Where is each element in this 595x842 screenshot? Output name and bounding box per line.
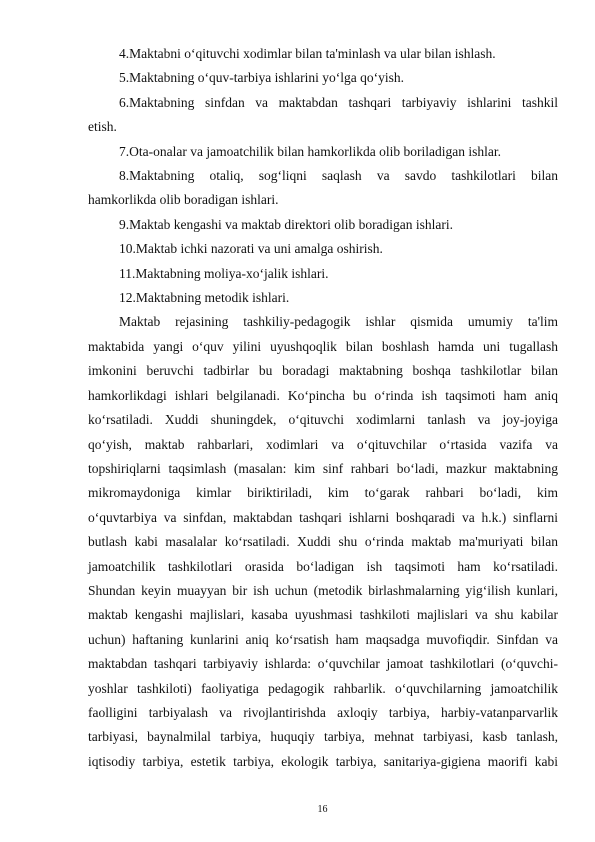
paragraph-line: iqtisodiy tarbiya, estetik tarbiya, ekologik tarbiya, sanitariya-gigiena maorifi kabi (88, 753, 558, 769)
paragraph-line: mikromaydoniga kimlar biriktiriladi, kim to‘garak rahbari bo‘ladi, kim (88, 485, 558, 501)
paragraph-line: maktab kengashi majlislari, kasaba uyushmasi tashkiloti majlislari va shu kabilar (88, 607, 558, 623)
list-item-line: hamkorlikda olib boradigan ishlari. (88, 192, 279, 208)
list-item-line: 5.Maktabning o‘quv-tarbiya ishlarini yo‘lga qo‘yish. (119, 70, 404, 86)
paragraph-line: Shundan keyin muayyan bir ish uchun (metodik birlashmalarning yig‘ilish kunlari, (88, 582, 558, 598)
list-item-line: 4.Maktabni o‘qituvchi xodimlar bilan ta'minlash va ular bilan ishlash. (119, 46, 496, 61)
document-page (88, 42, 558, 774)
paragraph-line: maktabdan tashqari tarbiyaviy ishlarda: o‘quvchilar jamoat tashkilotlari (o‘quvchi- (88, 656, 558, 672)
paragraph-line: tarbiyasi, baynalmilal tarbiya, huquqiy tarbiya, mehnat tarbiyasi, kasb tanlash, (88, 729, 558, 745)
paragraph-line: topshiriqlarni taqsimlash (masalan: kim sinf rahbari bo‘ladi, mazkur maktabning (88, 460, 558, 476)
paragraph-line: yoshlar tashkiloti) faoliyatiga pedagogik rahbarlik. o‘quvchilarning jamoatchilik (88, 680, 558, 696)
paragraph-line: ko‘rsatiladi. Xuddi shuningdek, o‘qituvchi xodimlarni tanlash va joy-joyiga (88, 412, 558, 428)
paragraph-line: Maktab rejasining tashkiliy-pedagogik ishlar qismida umumiy ta'lim (119, 314, 558, 330)
page-number: 16 (317, 804, 328, 815)
paragraph-line: imkonini beruvchi tadbirlar bu boradagi maktabning boshqa tashkilotlar bilan (88, 363, 558, 379)
list-item-line: 8.Maktabning otaliq, sog‘liqni saqlash va savdo tashkilotlari bilan (119, 168, 558, 184)
body-paragraph (88, 310, 558, 774)
paragraph-line: qo‘yish, maktab rahbarlari, xodimlari va o‘qituvchilar o‘rtasida vazifa va (88, 436, 558, 452)
list-item-line: etish. (88, 119, 117, 135)
list-item-line: 7.Ota-onalar va jamoatchilik bilan hamkorlikda olib boriladigan ishlar. (119, 143, 502, 159)
paragraph-line: faolligini tarbiyalash va rivojlantirishda axloqiy tarbiya, harbiy-vatanparvarlik (88, 704, 558, 720)
paragraph-line: butlash kabi masalalar ko‘rsatiladi. Xuddi shu o‘rinda maktab ma'muriyati bilan (88, 534, 558, 550)
list-item-line: 11.Maktabning moliya-xo‘jalik ishlari. (119, 265, 329, 281)
list-item-line: 6.Maktabning sinfdan va maktabdan tashqari tarbiyaviy ishlarini tashkil (119, 94, 558, 110)
paragraph-line: maktabida yangi o‘quv yilini uyushqoqlik bilan boshlash hamda uni tugallash (88, 338, 558, 354)
paragraph-line: jamoatchilik tashkilotlari orasida bo‘ladigan ish taqsimoti ham ko‘rsatiladi. (88, 558, 558, 574)
paragraph-line: hamkorlikdagi ishlari belgilanadi. Ko‘pincha bu o‘rinda ish taqsimoti ham aniq (88, 387, 558, 403)
list-item-line: 9.Maktab kengashi va maktab direktori olib boradigan ishlari. (119, 216, 454, 232)
list-item-line: 12.Maktabning metodik ishlari. (119, 290, 290, 306)
numbered-list (88, 42, 558, 310)
list-item-line: 10.Maktab ichki nazorati va uni amalga oshirish. (119, 241, 383, 257)
paragraph-line: uchun) haftaning kunlarini aniq ko‘rsatish ham maqsadga muvofiqdir. Sinfdan va (88, 631, 558, 647)
paragraph-line: o‘quvtarbiya va sinfdan, maktabdan tashqari ishlarni boshqaradi va h.k.) sinflarni (88, 509, 558, 525)
